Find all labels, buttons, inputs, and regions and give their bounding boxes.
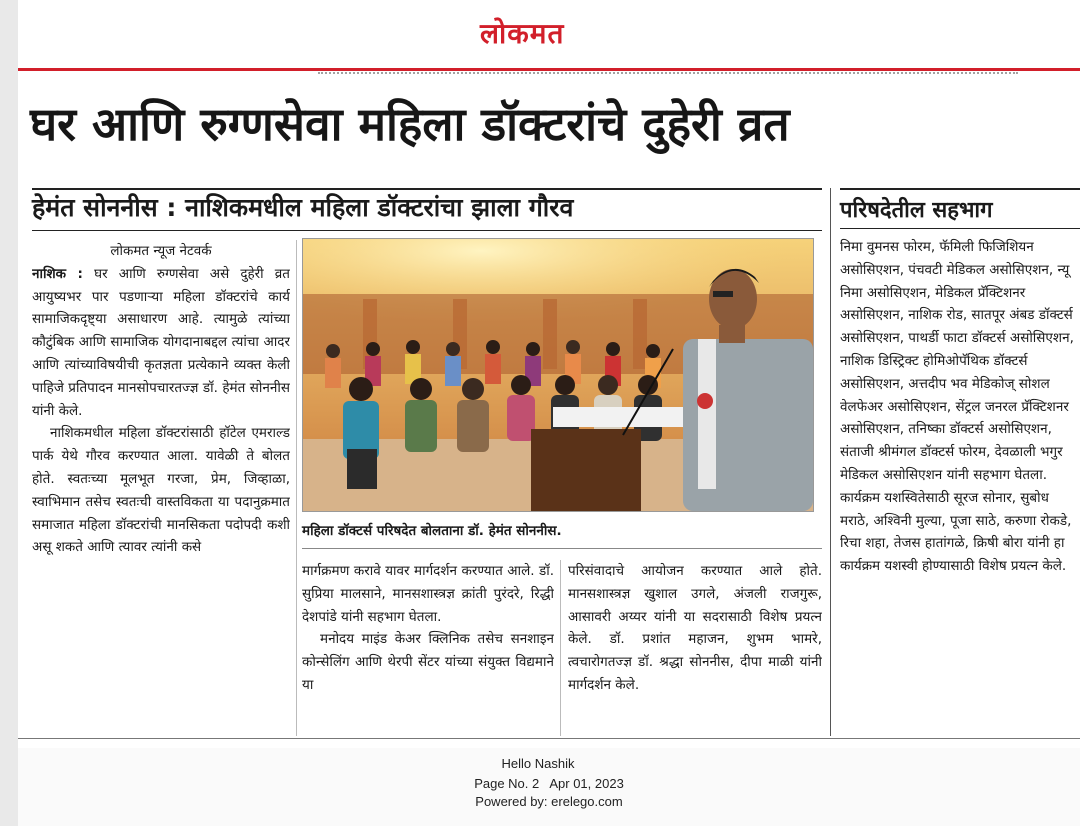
newspaper-page xyxy=(18,0,1080,826)
event-photo xyxy=(302,238,814,512)
podium xyxy=(531,429,641,511)
sidebar-text: निमा वुमनस फोरम, फॅमिली फिजिशियन असोसिएशन, पंचवटी मेडिकल असोसिएशन, न्यू निमा असोसिएशन, मेडिकल प्रॅक्टिशनर असोसिएशन, नाशिक रोड, सातपूर अंबड डॉक्टर्स असोसिएशन, पाथर्डी फाटा डॉक्टर्स असोसिएशन, नाशिक डिस्ट्रिक्ट होमिओपॅथिक डॉक्टर्स असोसिएशन, अत्तदीप भव मेडिकोज् सोशल वेलफेअर असोसिएशन, सेंट्रल जनरल प्रॅक्टिशनर असोसिएशन, तनिष्का डॉक्टर्स असोसिएशन, संताजी श्रीमंगल डॉक्टर्स फोरम, देवळाली भगुर मेडिकल असोसिएशन यांनी सहभाग घेतला. कार्यक्रम यशस्वितेसाठी सूरज सोनार, सुबोध मराठे, अश्विनी मुल्या, पूजा साठे, करुणा रोकडे, रिचा शहा, तेजस हातांगळे, क्रिषी बोरा यांनी हा कार्यक्रम यशस्वी होण्यासाठी विशेष प्रयत्न केले. xyxy=(840,239,1074,575)
col2-paragraph-2: मनोदय माइंड केअर क्लिनिक तसेच सनशाइन कोन्सेलिंग आणि थेरपी सेंटर यांच्या संयुक्त विद्यमाने या xyxy=(302,631,554,693)
epaper-footer xyxy=(18,748,1080,826)
page-number: Page No. 2 xyxy=(474,776,540,791)
sidebar-title: परिषदेतील सहभाग xyxy=(840,198,993,223)
publication-name: Hello Nashik xyxy=(501,756,575,771)
lokmat-logo: लोकमत xyxy=(480,17,565,50)
sidebar-divider xyxy=(830,188,831,736)
paragraph-2: नाशिकमधील महिला डॉक्टरांसाठी हॉटेल एमराल्ड पार्क येथे गौरव करण्यात आला. यावेळी ते बोलत होते. स्वतःच्या मूलभूत गरजा, प्रेम, जिव्हाळा, स्वाभिमान तसेच स्वतःची वास्तविकता या पदानुक्रमात समाजात महिला डॉक्टरांची मानसिकता पदोपदी कशी असू शकते आणि त्यावर त्यांनी कसे xyxy=(32,425,290,556)
masthead-rule xyxy=(18,68,1080,71)
lead-text: घर आणि रुग्णसेवा असे दुहेरी व्रत आयुष्यभर पार पडणाऱ्या महिला डॉक्टरांचे कार्य सामाजिकदृष्ट्या असाधारण आहे. त्यामुळे त्यांच्या कौटुंबिक आणि सामाजिक योगदानाबद्दल त्यांचा आदर आणि त्यांच्याविषयीची कृतज्ञता प्रत्येकाने व्यक्त केली पाहिजे प्रतिपादन मानसोपचारतज्ज्ञ डॉ. हेमंत सोननीस यांनी केले. xyxy=(32,265,290,419)
cut-text-fragment xyxy=(318,72,1018,80)
photo-caption: महिला डॉक्टर्स परिषदेत बोलताना डॉ. हेमंत सोननीस. xyxy=(302,523,562,539)
article-column-2 xyxy=(302,560,554,736)
lead-paragraph xyxy=(32,263,290,423)
sidebar-body xyxy=(840,236,1076,736)
article-column-3 xyxy=(568,560,822,736)
subhead-bottom-rule xyxy=(32,230,822,231)
article-subhead: हेमंत सोननीस : नाशिकमधील महिला डॉक्टरांचा झाला गौरव xyxy=(32,193,574,222)
powered-by: Powered by: erelego.com xyxy=(475,794,623,809)
sidebar-top-rule xyxy=(840,188,1080,190)
caption-rule xyxy=(302,548,822,549)
masthead xyxy=(18,0,1080,68)
event-photo-illustration xyxy=(303,239,813,511)
sidebar-title-rule xyxy=(840,228,1080,229)
page-and-date xyxy=(18,776,1080,791)
article-headline: घर आणि रुग्णसेवा महिला डॉक्टरांचे दुहेरी व्रत xyxy=(30,97,790,151)
page-bottom-rule xyxy=(18,738,1080,739)
column-divider-1 xyxy=(296,240,297,736)
byline: लोकमत न्यूज नेटवर्क xyxy=(110,243,212,259)
column-divider-2 xyxy=(560,560,561,736)
dateline: नाशिक : xyxy=(32,265,83,282)
article-column-1 xyxy=(32,240,290,736)
issue-date: Apr 01, 2023 xyxy=(549,776,624,791)
col3-paragraph: परिसंवादाचे आयोजन करण्यात आले होते. मानसशास्त्रज्ञ खुशाल उगले, अंजली राजगुरू, आसावरी अय्यर यांनी या सदरासाठी विशेष प्रयत्न केले. डॉ. प्रशांत महाजन, शुभम भामरे, त्वचारोगतज्ज्ञ डॉ. श्रद्धा सोननीस, दीपा माळी यांनी मार्गदर्शन केले. xyxy=(568,563,822,693)
subhead-rule xyxy=(32,188,822,190)
col2-paragraph-1: मार्गक्रमण करावे यावर मार्गदर्शन करण्यात आले. डॉ. सुप्रिया मालसाने, मानसशास्त्रज्ञ क्रांती पुरंदरे, रिद्धी देशपांडे यांनी सहभाग घेतला. xyxy=(302,563,554,625)
